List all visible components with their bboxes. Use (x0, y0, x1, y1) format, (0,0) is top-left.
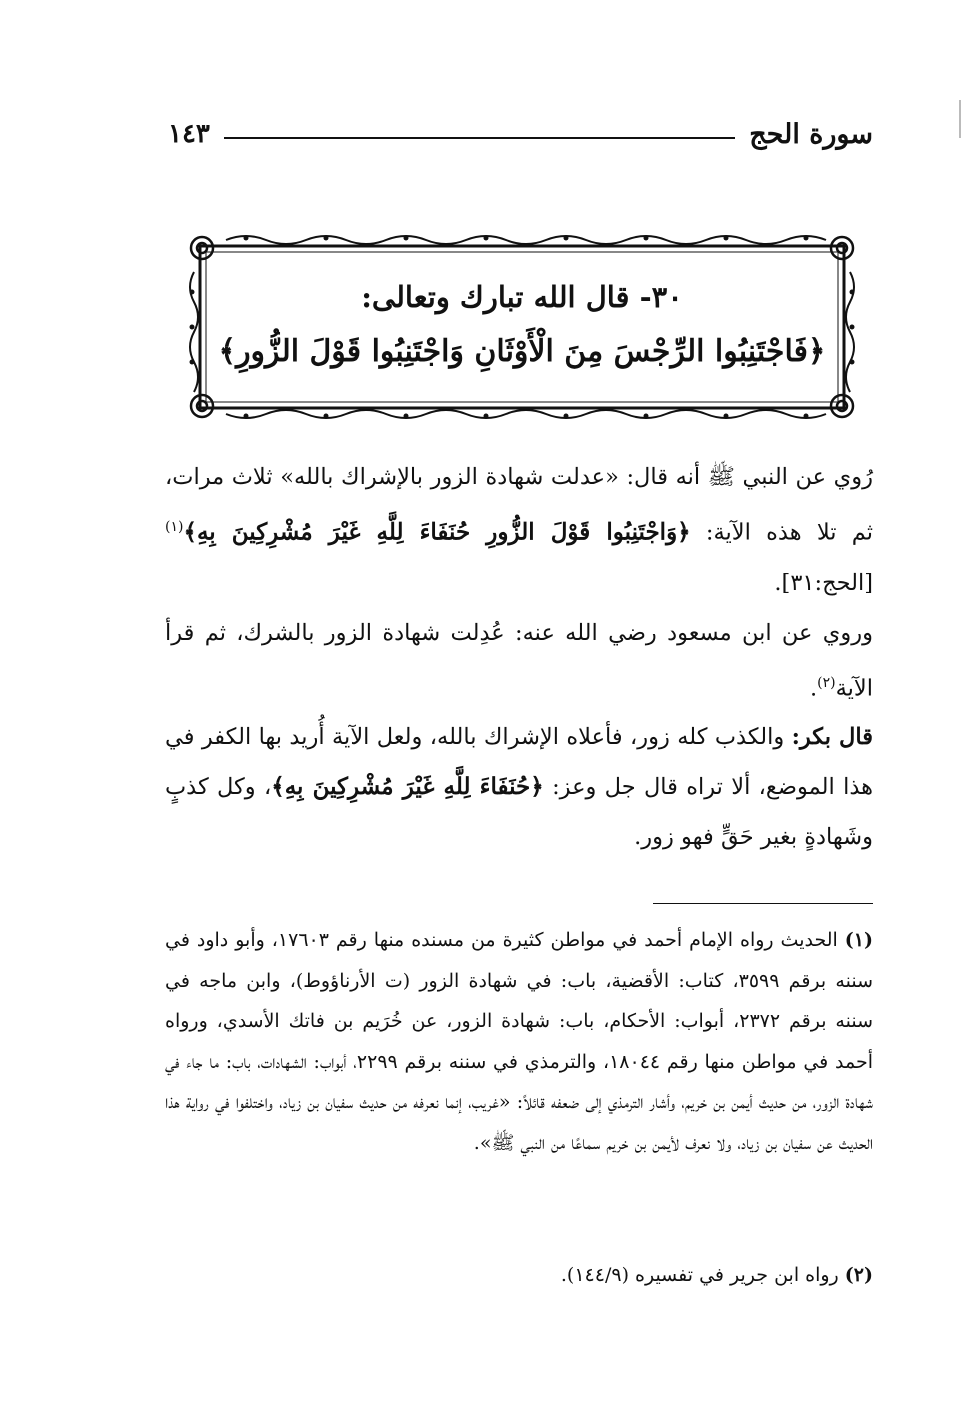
inline-verse: ﴿وَاجْتَنِبُوا قَوْلَ الزُّورِ حُنَفَاءَ لِلَّهِ غَيْرَ مُشْرِكِينَ بِهِ﴾ (183, 518, 691, 546)
ornament-border (186, 232, 858, 422)
running-header (168, 114, 873, 154)
paragraph-3 (165, 712, 873, 862)
footnote-text: الحديث رواه الإمام أحمد في مواطن كثيرة من مسنده منها رقم ١٧٦٠٣، وأبو داود في سننه برقم ٣٥٩٩، كتاب: الأقضية، باب: في شهادة الزور (ت الأرناؤوط)، وابن ماجه في سننه برقم ٢٣٧٢، أبواب: الأحكام، باب: شهادة الزور، عن خُرَيم بن فاتك الأسدي، ورواه أحمد في مواطن منها رقم ١٨٠٤٤، والترمذي في سننه برقم ٢٢٩٩، أبواب: الشهادات، باب: ما جاء في شهادة الزور، من حديث أيمن بن خريم، وأشار الترمذي إلى ضعفه قائلاً: «غريب، إنما نعرفه من حديث سفيان بن زياد، واختلفوا في رواية هذا الحديث عن سفيان بن زياد، ولا نعرف لأيمن بن خريم سماعًا من النبي ﷺ». (165, 929, 874, 1154)
paragraph-2 (165, 608, 873, 714)
footnote-2 (165, 1255, 873, 1296)
speaker-lead: قال بكر: (791, 724, 873, 750)
footnote-number: (٢) (844, 1264, 873, 1286)
paragraph-text: والكذب كله زور، فأعلاه الإشراك بالله، ولعل الآية أُريد بها الكفر في هذا الموضع، ألا تراه قال جل وعز: (165, 724, 873, 800)
header-rule (224, 137, 735, 139)
footnote-divider (653, 903, 873, 904)
footnote-1 (165, 920, 873, 1163)
page-edge-mark (959, 100, 961, 138)
page-number: ١٤٣ (168, 119, 210, 149)
quran-verse: ﴿فَاجْتَنِبُوا الرِّجْسَ مِنَ الْأَوْثَانِ وَاجْتَنِبُوا قَوْلَ الزُّورِ﴾ (218, 334, 826, 369)
footnote-text: رواه ابن جرير في تفسيره (١٤٤/٩). (560, 1264, 839, 1286)
footnote-number: (١) (844, 929, 873, 951)
footnote-ref-2[interactable]: (٢) (817, 675, 836, 691)
paragraph-1 (165, 452, 873, 608)
surah-title: سورة الحج (749, 118, 873, 150)
paragraph-end: . (809, 675, 818, 702)
passage-heading: ٣٠- قال الله تبارك وتعالى: (361, 280, 683, 314)
ornamental-frame (186, 232, 858, 422)
paragraph-text: وروي عن ابن مسعود رضي الله عنه: عُدِلت شهادة الزور بالشرك، ثم قرأ الآية (165, 620, 873, 702)
paragraph-text: [الحج:٣١]. (774, 569, 873, 596)
inline-verse: ﴿حُنَفَاءَ لِلَّهِ غَيْرَ مُشْرِكِينَ بِهِ﴾ (271, 773, 544, 800)
footnote-ref-1[interactable]: (١) (165, 519, 184, 535)
paragraph-text: رُوي عن النبي ﷺ أنه قال: «عدلت شهادة الزور بالإشراك بالله» ثلاث مرات، ثم تلا هذه الآية: (165, 464, 873, 546)
paragraph-text: ، وكل كذبٍ وشَهادةٍ بغير حَقٍّ فهو زور. (165, 774, 873, 850)
